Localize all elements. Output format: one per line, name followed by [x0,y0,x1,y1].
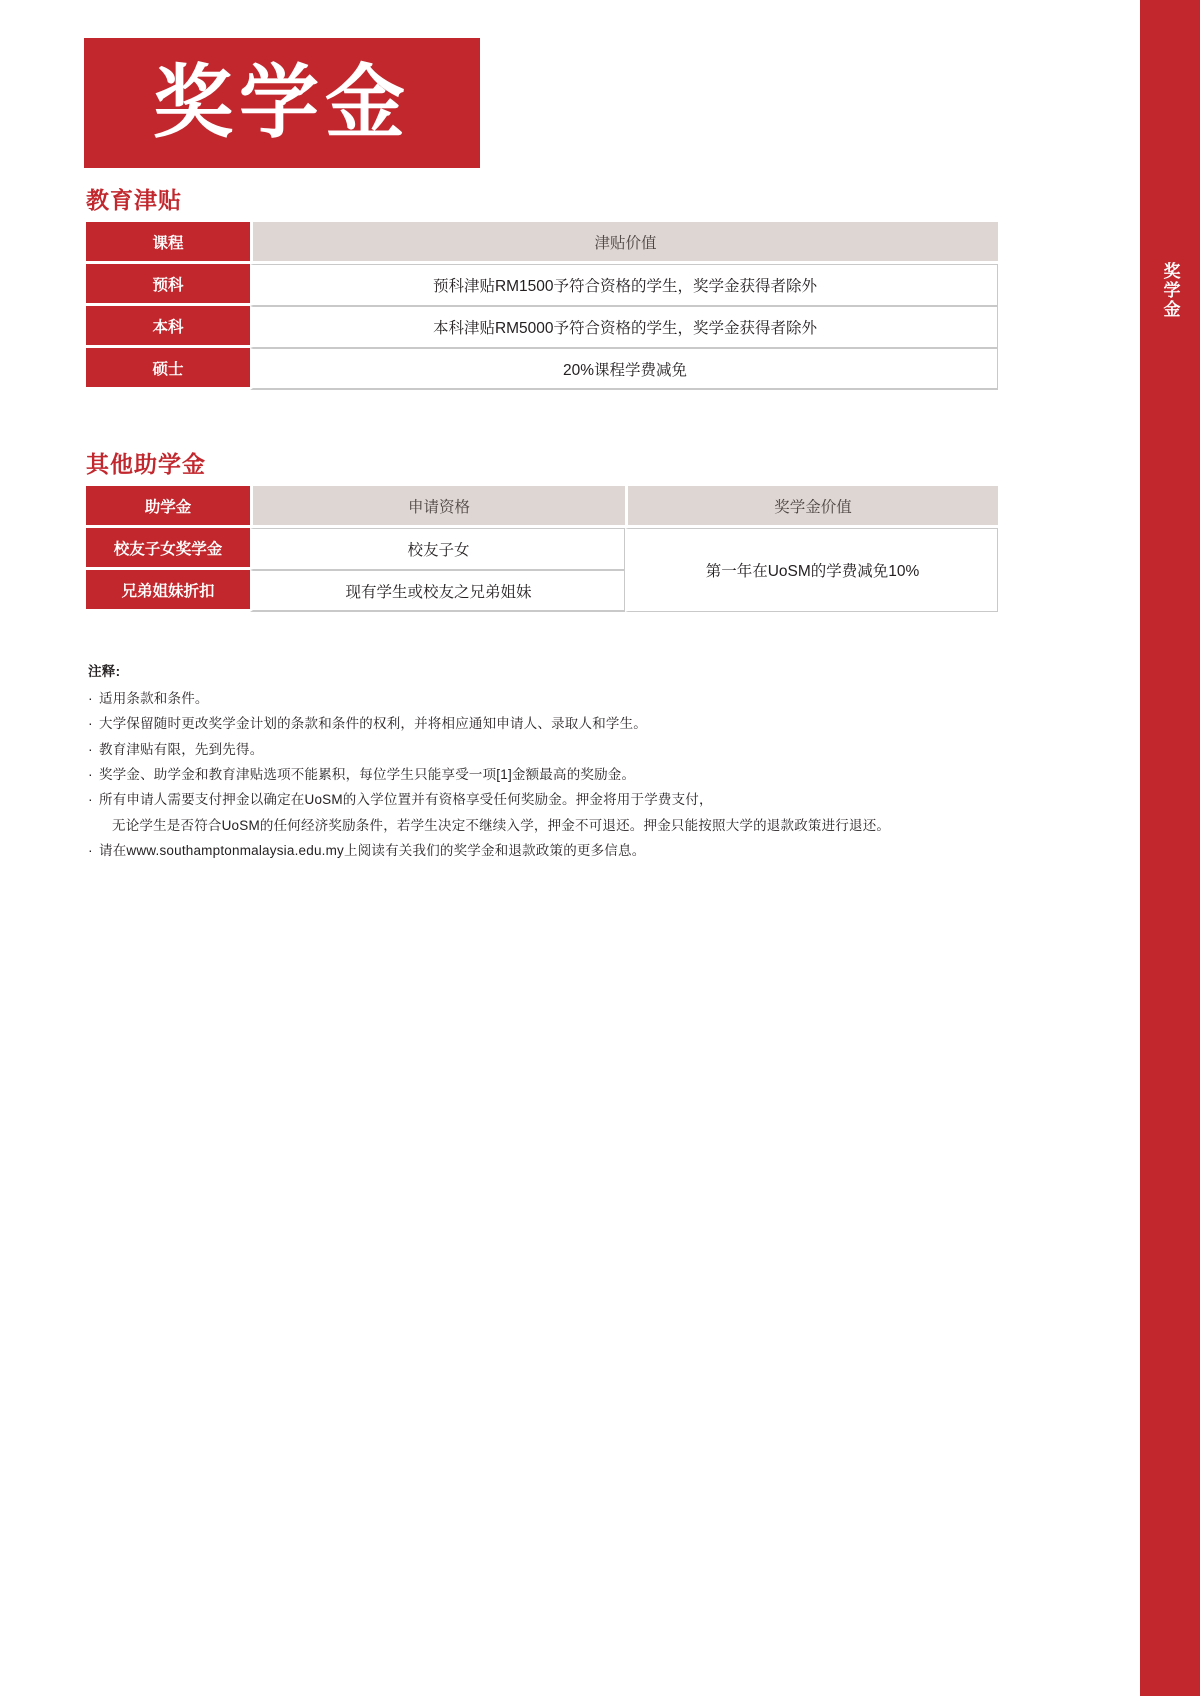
column-header-course: 课程 [86,222,250,264]
column-header-bursary: 助学金 [86,486,250,528]
row-label-undergraduate: 本科 [86,306,250,348]
page-title: 奖学金 [153,58,411,147]
section-heading-education: 教育津贴 [86,187,182,213]
section-heading-other-bursaries: 其他助学金 [86,451,206,477]
note-item-continuation: 无论学生是否符合UoSM的任何经济奖励条件，若学生决定不继续入学，押金不可退还。押金只能按照大学的退款政策进行退还。 [112,817,891,833]
note-item: · 请在www.southamptonmalaysia.edu.my上阅读有关我们的奖学金和退款政策的更多信息。 [88,840,988,862]
table-row [86,306,998,348]
note-item: · 大学保留随时更改奖学金计划的条款和条件的权利，并将相应通知申请人、录取人和学生。 [88,713,988,735]
notes-title: 注释: [88,664,121,679]
table-row [86,264,998,306]
table-row [86,528,998,570]
note-item: · 奖学金、助学金和教育津贴选项不能累积，每位学生只能享受一项[1]金额最高的奖励金。 [88,764,988,786]
row-eligibility-alumni-children: 校友子女 [250,528,625,570]
table-header-row [86,222,998,264]
table-row [86,348,998,390]
note-item: · 适用条款和条件。 [88,688,988,710]
education-allowance-table [86,222,998,390]
row-label-alumni-children: 校友子女奖学金 [86,528,250,570]
row-value-masters: 20%课程学费减免 [250,348,998,390]
column-header-value: 津贴价值 [250,222,998,264]
row-value-merged: 第一年在UoSM的学费减免10% [625,528,998,612]
row-label-masters: 硕士 [86,348,250,390]
row-label-foundation: 预科 [86,264,250,306]
table-header-row [86,486,998,528]
row-value-foundation: 预科津贴RM1500予符合资格的学生，奖学金获得者除外 [250,264,998,306]
note-item: · 所有申请人需要支付押金以确定在UoSM的入学位置并有资格享受任何奖励金。押金将用于学费支付， [88,789,988,811]
row-eligibility-sibling-discount: 现有学生或校友之兄弟姐妹 [250,570,625,612]
notes-section [88,660,988,866]
row-label-sibling-discount: 兄弟姐妹折扣 [86,570,250,612]
column-header-award-value: 奖学金价值 [625,486,998,528]
side-tab-label: 奖学金 [1160,262,1180,319]
title-banner [84,38,480,168]
note-item: · 教育津贴有限，先到先得。 [88,739,988,761]
column-header-eligibility: 申请资格 [250,486,625,528]
other-bursaries-table [86,486,998,612]
row-value-undergraduate: 本科津贴RM5000予符合资格的学生，奖学金获得者除外 [250,306,998,348]
side-tab [1140,0,1200,1696]
